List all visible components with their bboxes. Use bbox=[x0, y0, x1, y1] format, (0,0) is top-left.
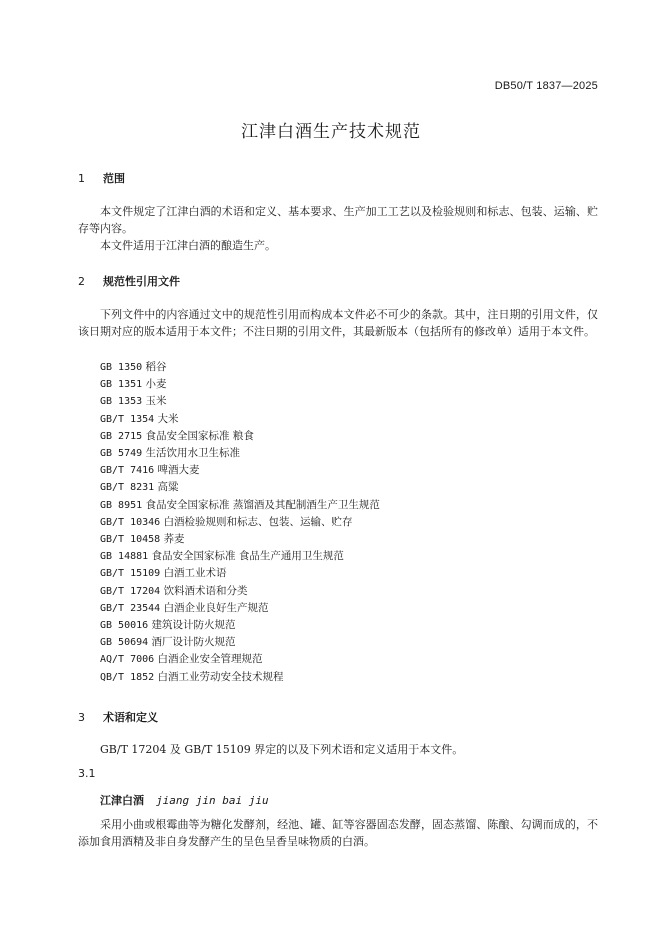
scope-paragraph-2: 本文件适用于江津白酒的酿造生产。 bbox=[100, 239, 276, 252]
section-number: 1 bbox=[78, 172, 85, 185]
reference-item bbox=[100, 617, 380, 634]
reference-item bbox=[100, 548, 380, 565]
reference-code: GB/T 10458 bbox=[100, 534, 161, 546]
reference-code: GB 14881 bbox=[100, 551, 149, 563]
section-title: 术语和定义 bbox=[103, 711, 158, 724]
term-number: 3.1 bbox=[78, 767, 96, 780]
reference-list bbox=[100, 359, 380, 686]
reference-title: 酒厂设计防火规范 bbox=[151, 636, 236, 649]
reference-code: GB 8951 bbox=[100, 499, 143, 511]
reference-item bbox=[100, 462, 380, 479]
reference-title: 白酒工业术语 bbox=[163, 567, 227, 580]
references-intro-paragraph: 下列文件中的内容通过文中的规范性引用而构成本文件必不可少的条款。其中，注日期的引用文件，仅该日期对应的版本适用于本文件；不注日期的引用文件，其最新版本（包括所有的修改单）适用于本文件。 bbox=[78, 308, 598, 338]
reference-title: 食品安全国家标准 粮食 bbox=[145, 429, 254, 442]
reference-code: GB/T 23544 bbox=[100, 602, 161, 614]
reference-code: GB 50016 bbox=[100, 620, 149, 632]
reference-title: 白酒检验规则和标志、包装、运输、贮存 bbox=[163, 515, 353, 528]
reference-title: 稻谷 bbox=[145, 361, 167, 373]
term-definition: 采用小曲或根霉曲等为糖化发酵剂，经池、罐、缸等容器固态发酵，固态蒸馏、陈酿、勾调而成的，不添加食用酒精及非自身发酵产生的呈色呈香呈味物质的白酒。 bbox=[78, 818, 598, 848]
reference-code: GB/T 17204 bbox=[100, 585, 161, 597]
reference-code: GB 1353 bbox=[100, 396, 143, 408]
reference-item bbox=[100, 497, 380, 514]
reference-code: GB 1350 bbox=[100, 362, 143, 373]
reference-code: GB 1351 bbox=[100, 379, 143, 391]
section-heading-scope bbox=[78, 170, 125, 186]
reference-item bbox=[100, 634, 380, 651]
reference-title: 建筑设计防火规范 bbox=[151, 619, 236, 632]
reference-item bbox=[100, 565, 380, 582]
reference-title: 白酒企业良好生产规范 bbox=[163, 601, 269, 614]
term-name: 江津白酒 bbox=[100, 794, 144, 807]
section-title: 规范性引用文件 bbox=[103, 275, 180, 288]
reference-item bbox=[100, 393, 380, 410]
reference-code: GB 5749 bbox=[100, 448, 143, 460]
reference-title: 玉米 bbox=[145, 395, 167, 408]
reference-title: 白酒工业劳动安全技术规程 bbox=[157, 670, 284, 683]
reference-title: 食品安全国家标准 食品生产通用卫生规范 bbox=[151, 550, 344, 563]
term-entry bbox=[100, 792, 269, 808]
reference-item bbox=[100, 479, 380, 496]
terms-intro-paragraph: GB/T 17204 及 GB/T 15109 界定的以及下列术语和定义适用于本文件。 bbox=[100, 743, 464, 756]
reference-title: 啤酒大麦 bbox=[157, 464, 200, 477]
document-number: DB50/T 1837—2025 bbox=[494, 80, 598, 92]
section-heading-normative-references bbox=[78, 273, 180, 289]
reference-code: GB/T 7416 bbox=[100, 465, 155, 477]
reference-code: GB/T 15109 bbox=[100, 568, 161, 580]
reference-item bbox=[100, 445, 380, 462]
reference-item bbox=[100, 583, 380, 600]
reference-title: 生活饮用水卫生标准 bbox=[145, 447, 240, 460]
section-number: 3 bbox=[78, 711, 85, 724]
reference-title: 荞麦 bbox=[163, 533, 185, 546]
section-number: 2 bbox=[78, 275, 85, 288]
reference-code: GB/T 10346 bbox=[100, 516, 161, 528]
reference-title: 食品安全国家标准 蒸馏酒及其配制酒生产卫生规范 bbox=[145, 498, 380, 511]
reference-item bbox=[100, 651, 380, 668]
scope-paragraph-1: 本文件规定了江津白酒的术语和定义、基本要求、生产加工工艺以及检验规则和标志、包装、运输、贮存等内容。 bbox=[78, 205, 598, 235]
reference-title: 高粱 bbox=[157, 481, 179, 494]
reference-code: GB/T 8231 bbox=[100, 482, 155, 494]
reference-title: 小麦 bbox=[145, 378, 167, 391]
reference-code: AQ/T 7006 bbox=[100, 654, 155, 666]
document-title: 江津白酒生产技术规范 bbox=[241, 122, 421, 142]
reference-item bbox=[100, 359, 380, 376]
reference-title: 大米 bbox=[157, 412, 179, 425]
term-pinyin: jiang jin bai jiu bbox=[156, 794, 269, 807]
reference-code: GB/T 1354 bbox=[100, 413, 155, 425]
reference-item bbox=[100, 600, 380, 617]
section-heading-terms-definitions bbox=[78, 709, 158, 725]
reference-item bbox=[100, 531, 380, 548]
reference-title: 饮料酒术语和分类 bbox=[163, 584, 248, 597]
reference-item bbox=[100, 376, 380, 393]
reference-code: QB/T 1852 bbox=[100, 671, 155, 683]
reference-item bbox=[100, 411, 380, 428]
reference-item bbox=[100, 428, 380, 445]
reference-title: 白酒企业安全管理规范 bbox=[157, 653, 263, 666]
section-title: 范围 bbox=[103, 172, 125, 185]
reference-code: GB 50694 bbox=[100, 637, 149, 649]
reference-item bbox=[100, 669, 380, 686]
reference-item bbox=[100, 514, 380, 531]
reference-code: GB 2715 bbox=[100, 430, 143, 442]
